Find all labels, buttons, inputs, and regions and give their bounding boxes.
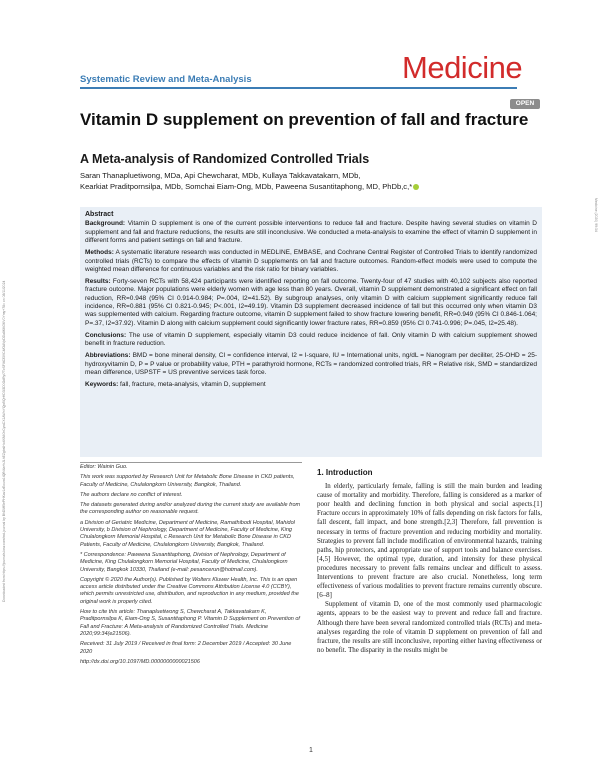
- footnote-conflict: The authors declare no conflict of interest.: [80, 491, 183, 498]
- citation-side-note: [592, 200, 600, 600]
- footnote-copyright: Copyright © 2020 the Author(s). Published by Wolters Kluwer Health, Inc. This is an open access article distributed under the Creative Commons Attribution License 4.0 (CCBY), which permits unrestricted use, distribution, and reproduction in any medium, provided the original work is properly cited.: [80, 576, 299, 605]
- abstract-conclusions: Conclusions: The use of vitamin D supplement, especially vitamin D3 could reduce incidence of fall. Only vitamin D with calcium supplement showed benefit in fracture reduction.: [85, 331, 537, 348]
- section-label: Systematic Review and Meta-Analysis: [80, 74, 252, 85]
- introduction-paragraph-2: Supplement of vitamin D, one of the most commonly used pharmacologic agents, appears to be the easiest way to prevent and reduce fall and fracture. Although there have been several randomized controlled trials (RCTs) and meta-analyses regarding the role of vitamin D supplement on prevention of fall and fracture, the results are still inconclusive, reporting either having effectiveness or no benefit. The disparity in the results might be: [317, 601, 542, 654]
- abstract-methods: Methods: A systematic literature research was conducted in MEDLINE, EMBASE, and Cochrane Central Register of Controlled Trials to identify randomized controlled trials (RCTs) to compare the effects of vitamin D supplements on fall and fracture outcomes. Random-effect models were used to compute the weighted mean difference for continuous variables and the risk ratio for binary variables.: [85, 249, 537, 273]
- footnote-editor: Editor: Wainin Guo.: [80, 464, 128, 470]
- article-title: Vitamin D supplement on prevention of fall and fracture: [80, 110, 529, 129]
- author-list: [80, 170, 540, 192]
- introduction-section: [317, 468, 542, 655]
- footnote-data-availability: The datasets generated during and/or analyzed during the current study are available from the corresponding author on reasonable request.: [80, 502, 301, 516]
- footnote-affiliations: a Division of Geriatric Medicine, Department of Medicine, Ramathibodi Hospital, Mahidol University, b Division of Nephrology, Department of Medicine, Faculty of Medicine, King Chulalongkorn Memorial Hospital, c Research Unit for Metabolic Bone Disease in CKD Patients, Faculty of Medicine, Chulalongkorn University, Bangkok, Thailand.: [80, 519, 295, 548]
- page-number: 1: [309, 747, 313, 754]
- footnote-citation: How to cite this article: Thanapluetiwong S, Chewcharat A, Takkavatakarn K, Praditpornsilpa K, Eiam-Ong S, Susantitaphong P. Vitamin D Supplement on Prevention of Fall and Fracture: A Meta-analysis of Randomized Controlled Trials. Medicine 2020;99:34(e21506).: [80, 609, 300, 637]
- abstract-background: Background: Vitamin D supplement is one of the current possible interventions to reduce fall and fracture. Despite having several studies on vitamin D supplement and fall and fracture reductions, the results are still inconclusive. We conducted a meta-analysis to examine the effect of vitamin D supplement in different forms and patient settings on fall and fracture.: [85, 220, 537, 245]
- article-subtitle: A Meta-analysis of Randomized Controlled Trials: [80, 152, 370, 166]
- footnote-correspondence: * Correspondence: Paweena Susantitaphong, Division of Nephrology, Department of Medicine, King Chulalongkorn Memorial Hospital, Faculty of Medicine, Chulalongkorn University, Bangkok 10330, Thailand (e-mail: pesancerun@hotmail.com).: [80, 551, 288, 573]
- citation-side-text: Medicine (2020) 99:34: [594, 198, 598, 232]
- journal-logo: Medicine: [402, 50, 523, 85]
- orcid-icon[interactable]: [413, 184, 419, 190]
- abstract-box: [80, 207, 542, 457]
- header-rule: [80, 87, 517, 89]
- download-notice: [0, 200, 16, 620]
- footnote-funding: This work was supported by Research Unit for Metabolic Bone Disease in CKD patients, Faculty of Medicine, Chulalongkorn University, Bangkok, Thailand.: [80, 474, 295, 488]
- introduction-paragraph-1: In elderly, particularly female, falling is still the main burden and leading cause of mortality and morbidity. Therefore, falling is considered as a marker of poor health and declining function in both physical and social aspects.[1] Fracture occurs in approximately 10% of falls depending on risk factors for falls, fall descent, fall impact, and bone strength.[2,3] Therefore, fall prevention is necessary in terms of fracture prevention and reducing morbidity and mortality. Strategies to prevent fall include modification of environmental hazards, training paths, hip protectors, and appropriate use of support tools and balance exercises.[4,5] However, the optimal type, duration, and intensity for these physical procedures necessary to prevent falls remains unclear and difficult to assess. Interventions to prevent fracture are also crucial. Nonetheless, long term effectiveness of various modalities to prevent fracture remains currently obscure.[6–8]: [317, 483, 542, 600]
- footnote-dates: Received: 31 July 2019 / Received in final form: 2 December 2019 / Accepted: 30 June 2020: [80, 641, 292, 655]
- abstract-keywords: Keywords: fall, fracture, meta-analysis, vitamin D, supplement: [85, 380, 266, 388]
- introduction-heading: 1. Introduction: [317, 468, 373, 477]
- download-notice-text: Downloaded from https://journals.lww.com/md-journal by BhDMf5ePHKav1zEoum1tQfN4a+kJLhEZgbsIHo4XMi0hCywCX1AWnYQp/IlQrHD3i3D0OdRyi7TvSFl4Cf3VC4/OAVpDDa8KKGKV0Ymy+78= on 08/11/2024: [2, 280, 6, 602]
- abstract-results: Results: Forty-seven RCTs with 58,424 participants were identified reporting on fall outcome. Twenty-four of 47 studies with 40,102 subjects also reported fracture outcome. Major populations were elderly women with age less than 80 years. Overall, vitamin D supplement demonstrated a significant effect on fall reduction, RR=0.948 (95% CI 0.914-0.984; P=.004, I2=41.52). By subgroup analyses, only vitamin D with calcium supplement significantly reduce fall incidence, RR=0.881 (95% CI 0.821-0.945; P<.001, I2=49.19). Vitamin D3 supplement decreased incidence of fall but this occurred only when vitamin D3 was supplemented with calcium. Regarding fracture outcome, vitamin D supplement failed to show fracture lowering benefit, RR=0.949 (95% CI 0.846-1.064; P=.37, I2=37.92). Vitamin D along with calcium supplement could significantly lower fracture rates, RR=0.859 (95% CI 0.741-0.996; P=.045, I2=25.48).: [85, 277, 537, 327]
- abstract-heading: Abstract: [85, 211, 114, 218]
- doi-link[interactable]: http://dx.doi.org/10.1097/MD.0000000000021506: [80, 658, 200, 665]
- author-line-1: Saran Thanapluetiwong, MDa, Api Chewcharat, MDb, Kullaya Takkavatakarn, MDb,: [80, 171, 361, 180]
- open-access-badge: OPEN: [510, 99, 540, 109]
- footnotes: [80, 464, 302, 669]
- abstract-abbreviations: Abbreviations: BMD = bone mineral density, CI = confidence interval, I2 = I-square, IU = International units, ng/dL = Nanogram per deciliter, 25-OHD = 25-hydroxyvitamin D, P = P value or probability value, PTH = parathyroid hormone, RCTs = randomized controlled trials, RR = Relative risk, SMD = standardized mean difference, USPSTF = US preventive services task force.: [85, 352, 537, 376]
- author-line-2: Kearkiat Praditpornsilpa, MDb, Somchai Eiam-Ong, MDb, Paweena Susantitaphong, MD, PhDb,c,*: [80, 181, 540, 192]
- footnote-rule: [80, 462, 302, 463]
